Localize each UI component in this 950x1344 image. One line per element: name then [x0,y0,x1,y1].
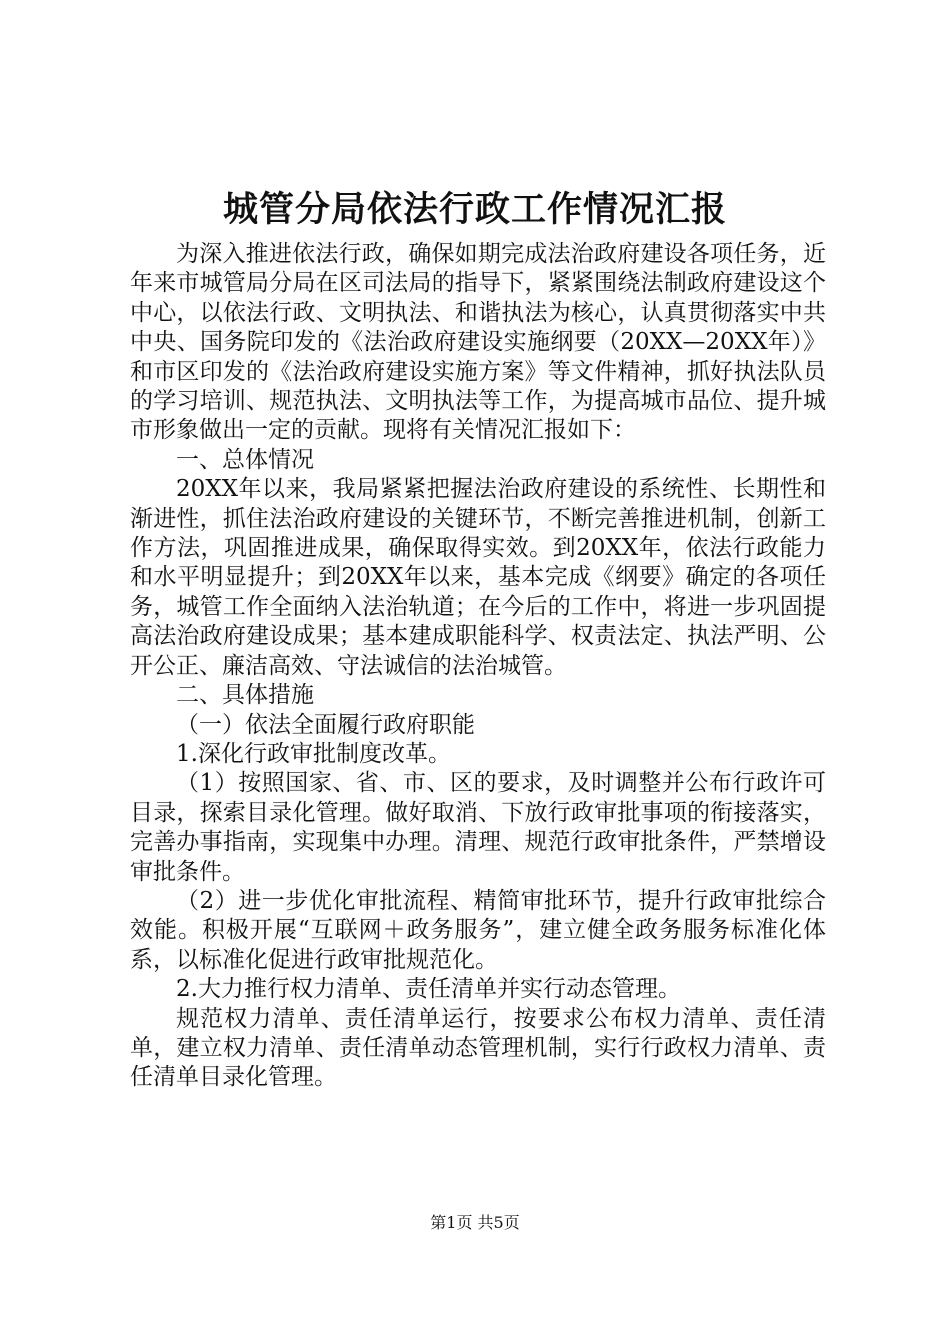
paragraph-overview: 20XX年以来，我局紧紧把握法治政府建设的系统性、长期性和渐进性，抓住法治政府建设的关键环节，不断完善推进机制，创新工作方法，巩固推进成果，确保取得实效。到20XX年，依法行政能力和水平明显提升；到20XX年以来，基本完成《纲要》确定的各项任务，城管工作全面纳入法治轨道；在今后的工作中，将进一步巩固提高法治政府建设成果；基本建成职能科学、权责法定、执法严明、公开公正、廉洁高效、守法诚信的法治城管。 [130,476,826,679]
paragraph-power-lists: 规范权力清单、责任清单运行，按要求公布权力清单、责任清单，建立权力清单、责任清单动态管理机制，实行行政权力清单、责任清单目录化管理。 [130,1005,826,1091]
heading-overview: 一、总体情况 [176,446,314,473]
page-footer: 第1页 共5页 [430,1213,520,1232]
item-approval-reform-1: （1）按照国家、省、市、区的要求，及时调整并公布行政许可目录，探索目录化管理。做好取消、下放行政审批事项的衔接落实，完善办事指南，实现集中办理。清理、规范行政审批条件，严禁增设审批条件。 [130,770,826,885]
paragraph-intro: 为深入推进依法行政，确保如期完成法治政府建设各项任务，近年来市城管局分局在区司法局的指导下，紧紧围绕法制政府建设这个中心，以依法行政、文明执法、和谐执法为核心，认真贯彻落实中共中央、国务院印发的《法治政府建设实施纲要（20XX—20XX年）》和市区印发的《法治政府建设实施方案》等文件精神，抓好执法队员的学习培训、规范执法、文明执法等工作，为提高城市品位、提升城市形象做出一定的贡献。现将有关情况汇报如下： [130,241,826,444]
item-power-lists: 2.大力推行权力清单、责任清单并实行动态管理。 [176,976,681,1003]
document-body [130,240,826,1093]
item-approval-reform: 1.深化行政审批制度改革。 [176,740,451,767]
heading-measures: 二、具体措施 [176,682,314,709]
document-title: 城管分局依法行政工作情况汇报 [222,189,727,230]
subheading-functions: （一）依法全面履行政府职能 [176,711,475,738]
item-approval-reform-2: （2）进一步优化审批流程、精简审批环节，提升行政审批综合效能。积极开展“互联网＋政务服务”，建立健全政务服务标准化体系，以标准化促进行政审批规范化。 [130,887,826,973]
